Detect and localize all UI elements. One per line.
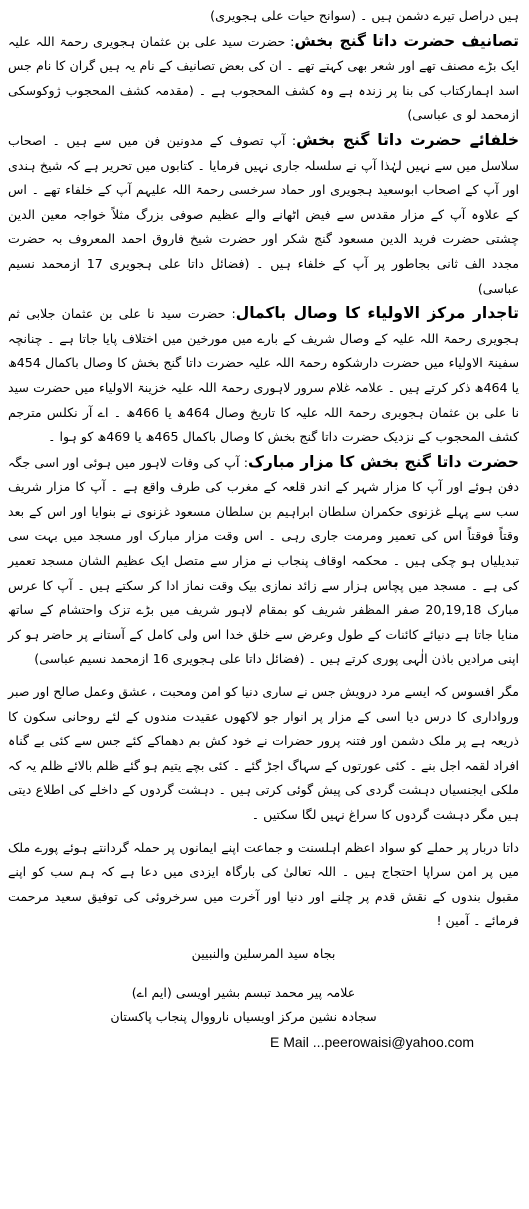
spacer <box>8 967 519 981</box>
email-line: E Mail ...peerowaisi@yahoo.com <box>270 1033 475 1050</box>
demise-paragraph <box>8 301 519 450</box>
blessing-line: بجاہ سید المرسلین والنبیین <box>191 945 336 961</box>
closing-paragraph-2: داتا دربار پر حملے کو سواد اعظم اہلسنت و جماعت اپنے ایمانوں پر حملہ گردانتے ہوئے پورے ملک میں پر امن سراپا احتجاج ہیں ۔ اللہ تعالیٰ کی بارگاہ ایزدی میں دعا ہے کہ ہم سب کو اپنے مقبول بندوں کے نقش قدم پر چلنے اور دنیا اور آخرت میں سرخروئی کی توفیق سعید مرحمت فرمائے ۔ آمین ! <box>8 839 519 929</box>
author-title: سجادہ نشین مرکز اویسیاں نارووال پنجاب پاکستان <box>110 1009 377 1025</box>
shrine-text: : آپ کی وفات لاہور میں ہوئی اور اسی جگہ دفن ہوئے اور آپ کا مزار شہر کے اندر قلعہ کے مغرب کی طرف واقع ہے ۔ آپ کا مزار شریف سب سے پہلے غزنوی حکمران سلطان ابراہیم بن سلطان مسعود غزنوی نے بنوایا اور اس کے بعد وقتاً فوقتاً اس کی تعمیر ومرمت جاری رہی ۔ اس وقت مزار مبارک اور مسجد میں بہت سی تبدیلیاں ہو چکی ہیں ۔ محکمہ اوقاف پنجاب نے مزار سے متصل ایک عظیم الشان مسجد تعمیر کی ہے ۔ مسجد میں پچاس ہزار سے زائد نمازی بیک وقت نماز ادا کر سکتے ہیں ۔ آپ کا عرس مبارک 20,19,18 صفر المظفر شریف کو بمقام لاہور شریف میں بڑے تزک واحتشام کے ساتھ منایا جاتا ہے دنیائے کائنات کے طول وعرض سے خلق خدا اس ولی کامل کے آستانے پر حاضر ہو کر اپنی مرادیں باذن الٰہی پوری کرتے ہیں ۔ (فضائل داتا علی ہجویری 16 ازمحمد نسیم عباسی) <box>8 454 519 667</box>
spacer <box>8 934 519 942</box>
spacer <box>8 672 519 680</box>
successors-paragraph <box>8 128 519 301</box>
spacer <box>8 828 519 836</box>
successors-heading: خلفائے حضرت داتا گنج بخش <box>296 130 519 149</box>
works-paragraph <box>8 29 519 128</box>
demise-heading: تاجدار مرکز الاولیاء کا وصال باکمال <box>235 304 519 323</box>
works-text: : حضرت سید علی بن عثمان ہجویری رحمۃ اللہ علیہ ایک بڑے مصنف تھے اور شعر بھی کہتے تھے ۔ ان کی بعض تصانیف کے نام یہ ہیں گران کا نام جس اسد اہمارکتاب کی بنا پر زندہ ہے وہ کشف المحجوب ہے ۔ (مقدمہ کشف المحجوب ژوکوسکی ازمحمد لو ی عباسی) <box>8 33 519 123</box>
shrine-heading: حضرت داتا گنج بخش کا مزار مبارک <box>248 452 519 471</box>
author-name: علامہ پیر محمد تبسم بشیر اویسی (ایم اے) <box>131 984 356 1000</box>
closing-paragraph-1: مگر افسوس کہ ایسے مرد درویش جس نے ساری دنیا کو امن ومحبت ، عشق وعمل صالح اور صبر ورواداری کا درس دیا اسی کے مزار پر انوار جو لاکھوں عقیدت مندوں کے لئے روحانی سکون کا ذریعہ ہے پر ملک دشمن اور فتنہ پرور حضرات نے خود کش بم دھماکے کئے جس سے کئی بے گناہ افراد لقمہ اجل بنے ۔ کئی عورتوں کے سہاگ اجڑ گئے ۔ کئی بچے یتیم ہو گئے ظلم بالائے ظلم یہ کہ ملکی ایجنسیاں دہشت گردی کی پیش گوئی کرتی ہیں ۔ دہشت گردوں کے داخلے کی اطلاع دیتی ہیں مگر دہشت گردوں کا سراغ نہیں لگا سکتیں ۔ <box>8 684 519 822</box>
intro-line: ہیں دراصل تیرے دشمن ہیں ۔ (سوانح حیات علی ہجویری) <box>210 8 519 23</box>
demise-text: : حضرت سید نا علی بن عثمان جلابی ثم ہجویری رحمۃ اللہ علیہ کے وصال شریف کے بارے میں مورخین میں اختلاف پایا جاتا ہے ۔ چنانچہ سفینۃ الاولیاء میں حضرت دارشکوہ رحمۃ اللہ علیہ حضرت داتا گنج بخش کا وصال باکمال 454ھ یا 464ھ ذکر کرتے ہیں ۔ علامہ غلام سرور لاہوری رحمۃ اللہ علیہ خزینۃ الاولیاء میں حضرت سید نا علی بن عثمان ہجویری رحمۃ اللہ علیہ کا تاریخ وصال 464ھ یا 466ھ ۔ اے آر نکلس مترجم کشف المحجوب کے نزدیک حضرت داتا گنج بخش کا وصال باکمال 465ھ یا 469ھ کو ہوا ۔ <box>8 306 519 445</box>
works-heading: تصانیف حضرت داتا گنج بخش <box>294 31 519 50</box>
shrine-paragraph <box>8 450 519 672</box>
successors-text: : آپ تصوف کے مدونین فن میں سے ہیں ۔ اصحاب سلاسل میں سے نہیں لہٰذا آپ نے سلسلہ جاری نہیں فرمایا ۔ کتابوں میں تحریر ہے کہ شیخ ہندی اور آپ کے اصحاب ابوسعید ہجویری اور حماد سرخسی رحمۃ اللہ علیہم آپ کے خلفاء تھے ۔ اس کے علاوہ آپ کے مزار مقدس سے فیض اٹھانے والے عظیم صوفی بزرگ مثلاً خواجہ معین الدین چشتی حضرت فرید الدین مسعود گنج شکر اور حضرت شیخ فاروق احمد المعروف بہ حضرت مجدد الف ثانی بجاطور پر آپ کے خلفاء ہیں ۔ (فضائل داتا علی ہجویری 17 ازمحمد نسیم عباسی) <box>8 132 519 296</box>
